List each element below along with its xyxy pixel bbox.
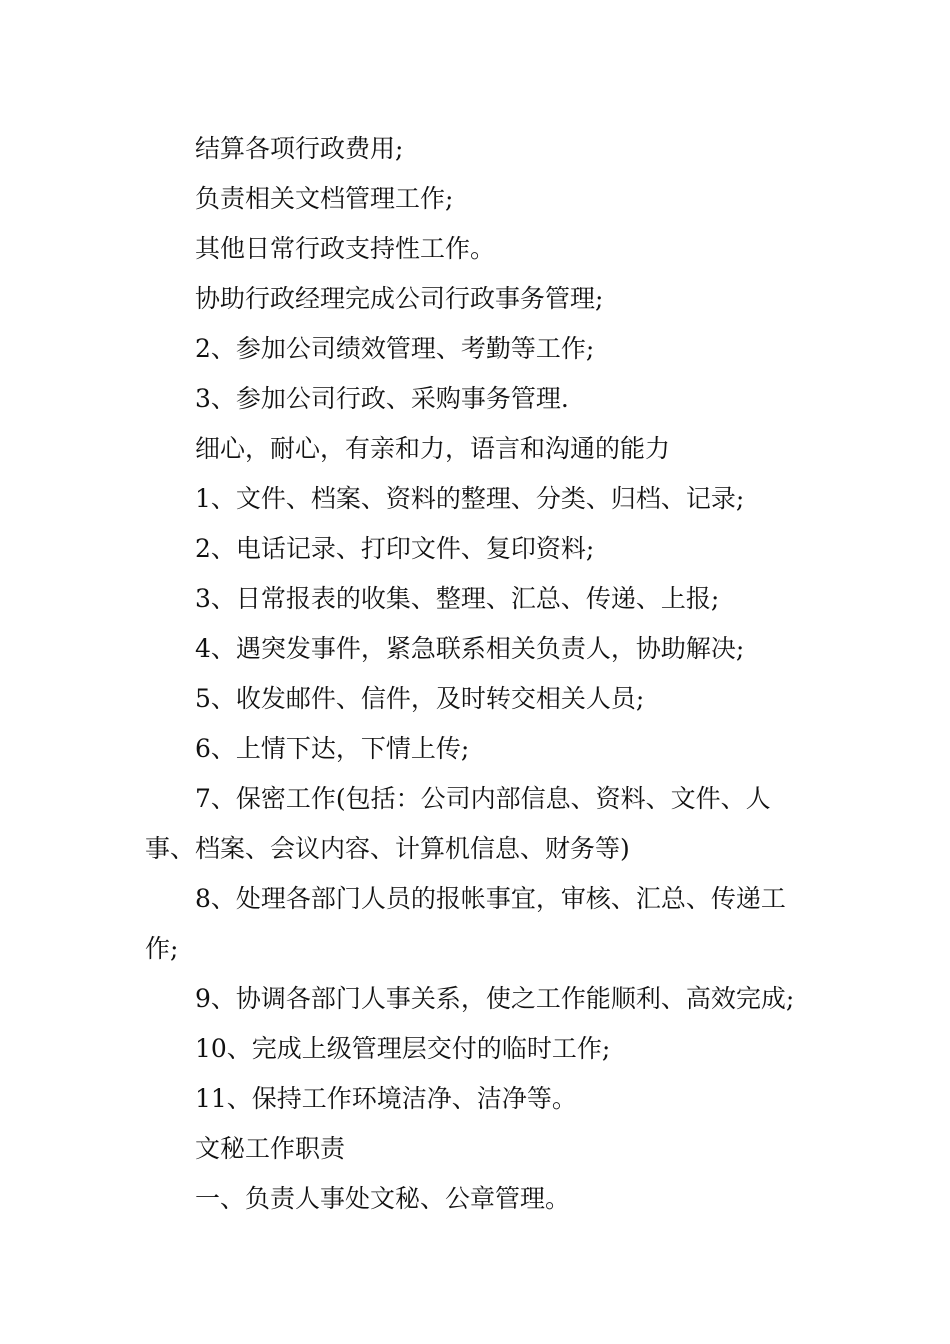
paragraph: 一、负责人事处文秘、公章管理。 (195, 1184, 571, 1213)
paragraph: 其他日常行政支持性工作。 (195, 234, 496, 263)
paragraph: 2、电话记录、打印文件、复印资料; (195, 534, 595, 563)
paragraph: 协助行政经理完成公司行政事务管理; (195, 284, 604, 313)
paragraph: 2、参加公司绩效管理、考勤等工作; (195, 334, 595, 363)
paragraph: 10、完成上级管理层交付的临时工作; (195, 1034, 611, 1063)
paragraph: 9、协调各部门人事关系，使之工作能顺利、高效完成; (195, 984, 795, 1013)
paragraph: 3、日常报表的收集、整理、汇总、传递、上报; (195, 584, 720, 613)
paragraph: 6、上情下达，下情上传; (195, 734, 470, 763)
paragraph: 1、文件、档案、资料的整理、分类、归档、记录; (195, 484, 745, 513)
paragraph: 7、保密工作(包括：公司内部信息、资料、文件、人事、档案、会议内容、计算机信息、财务等) (145, 784, 771, 863)
paragraph: 8、处理各部门人员的报帐事宜，审核、汇总、传递工作; (145, 884, 786, 963)
document-body (145, 124, 810, 1224)
paragraph: 结算各项行政费用; (195, 134, 404, 163)
paragraph: 负责相关文档管理工作; (195, 184, 454, 213)
paragraph: 11、保持工作环境洁净、洁净等。 (195, 1084, 577, 1113)
paragraph: 5、收发邮件、信件，及时转交相关人员; (195, 684, 645, 713)
paragraph: 4、遇突发事件，紧急联系相关负责人，协助解决; (195, 634, 745, 663)
section-heading: 文秘工作职责 (195, 1134, 346, 1163)
paragraph: 3、参加公司行政、采购事务管理. (195, 384, 569, 413)
paragraph: 细心，耐心，有亲和力，语言和沟通的能力 (195, 434, 671, 463)
